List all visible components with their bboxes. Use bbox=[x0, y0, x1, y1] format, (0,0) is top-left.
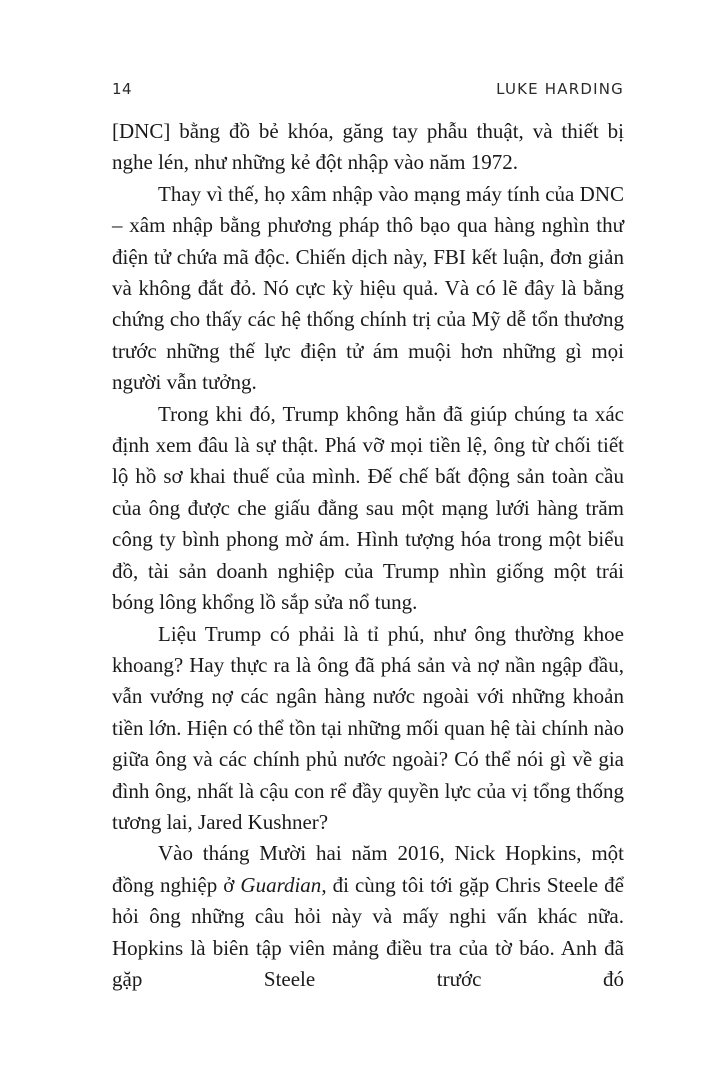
paragraph-1: [DNC] bằng đồ bẻ khóa, găng tay phẫu thuật, và thiết bị nghe lén, như những kẻ đột nhập vào năm 1972. bbox=[112, 119, 624, 175]
running-header bbox=[112, 80, 624, 102]
paragraph-4: Liệu Trump có phải là tỉ phú, như ông thường khoe khoang? Hay thực ra là ông đã phá sản và nợ nần ngập đầu, vẫn vướng nợ các ngân hàng nước ngoài với những khoản tiền lớn. Hiện có thể tồn tại những mối quan hệ tài chính nào giữa ông và các chính phủ nước ngoài? Có thể nói gì về gia đình ông, nhất là cậu con rể đầy quyền lực của vị tổng thống tương lai, Jared Kushner? bbox=[112, 621, 624, 834]
author-name: LUKE HARDING bbox=[496, 80, 624, 98]
publication-name: Guardian bbox=[240, 872, 322, 897]
page-number: 14 bbox=[112, 80, 133, 98]
paragraph-5-part-1: Vào tháng Mười hai năm 2016, Nick Hopkins, một đồng nghiệp ở bbox=[112, 841, 624, 897]
paragraph-5 bbox=[112, 838, 624, 995]
paragraph-5-part-2: , đi cùng tôi tới gặp Chris Steele để hỏi ông những câu hỏi này và mấy nghi vấn khác nữa. Hopkins là biên tập viên mảng điều tra của tờ báo. Anh đã gặp Steele trước đó bbox=[112, 872, 624, 991]
body-text bbox=[112, 116, 624, 995]
paragraph-2: Thay vì thế, họ xâm nhập vào mạng máy tính của DNC – xâm nhập bằng phương pháp thô bạo qua hàng nghìn thư điện tử chứa mã độc. Chiến dịch này, FBI kết luận, đơn giản và không đắt đỏ. Nó cực kỳ hiệu quả. Và có lẽ đây là bằng chứng cho thấy các hệ thống chính trị của Mỹ dễ tổn thương trước những thế lực điện tử ám muội hơn những gì mọi người vẫn tưởng. bbox=[112, 181, 624, 395]
paragraph-3: Trong khi đó, Trump không hẳn đã giúp chúng ta xác định xem đâu là sự thật. Phá vỡ mọi tiền lệ, ông từ chối tiết lộ hồ sơ khai thuế của mình. Đế chế bất động sản toàn cầu của ông được che giấu đằng sau một mạng lưới hàng trăm công ty bình phong mờ ám. Hình tượng hóa trong một biểu đồ, tài sản doanh nghiệp của Trump nhìn giống một trái bóng lông khổng lồ sắp sửa nổ tung. bbox=[112, 401, 624, 615]
